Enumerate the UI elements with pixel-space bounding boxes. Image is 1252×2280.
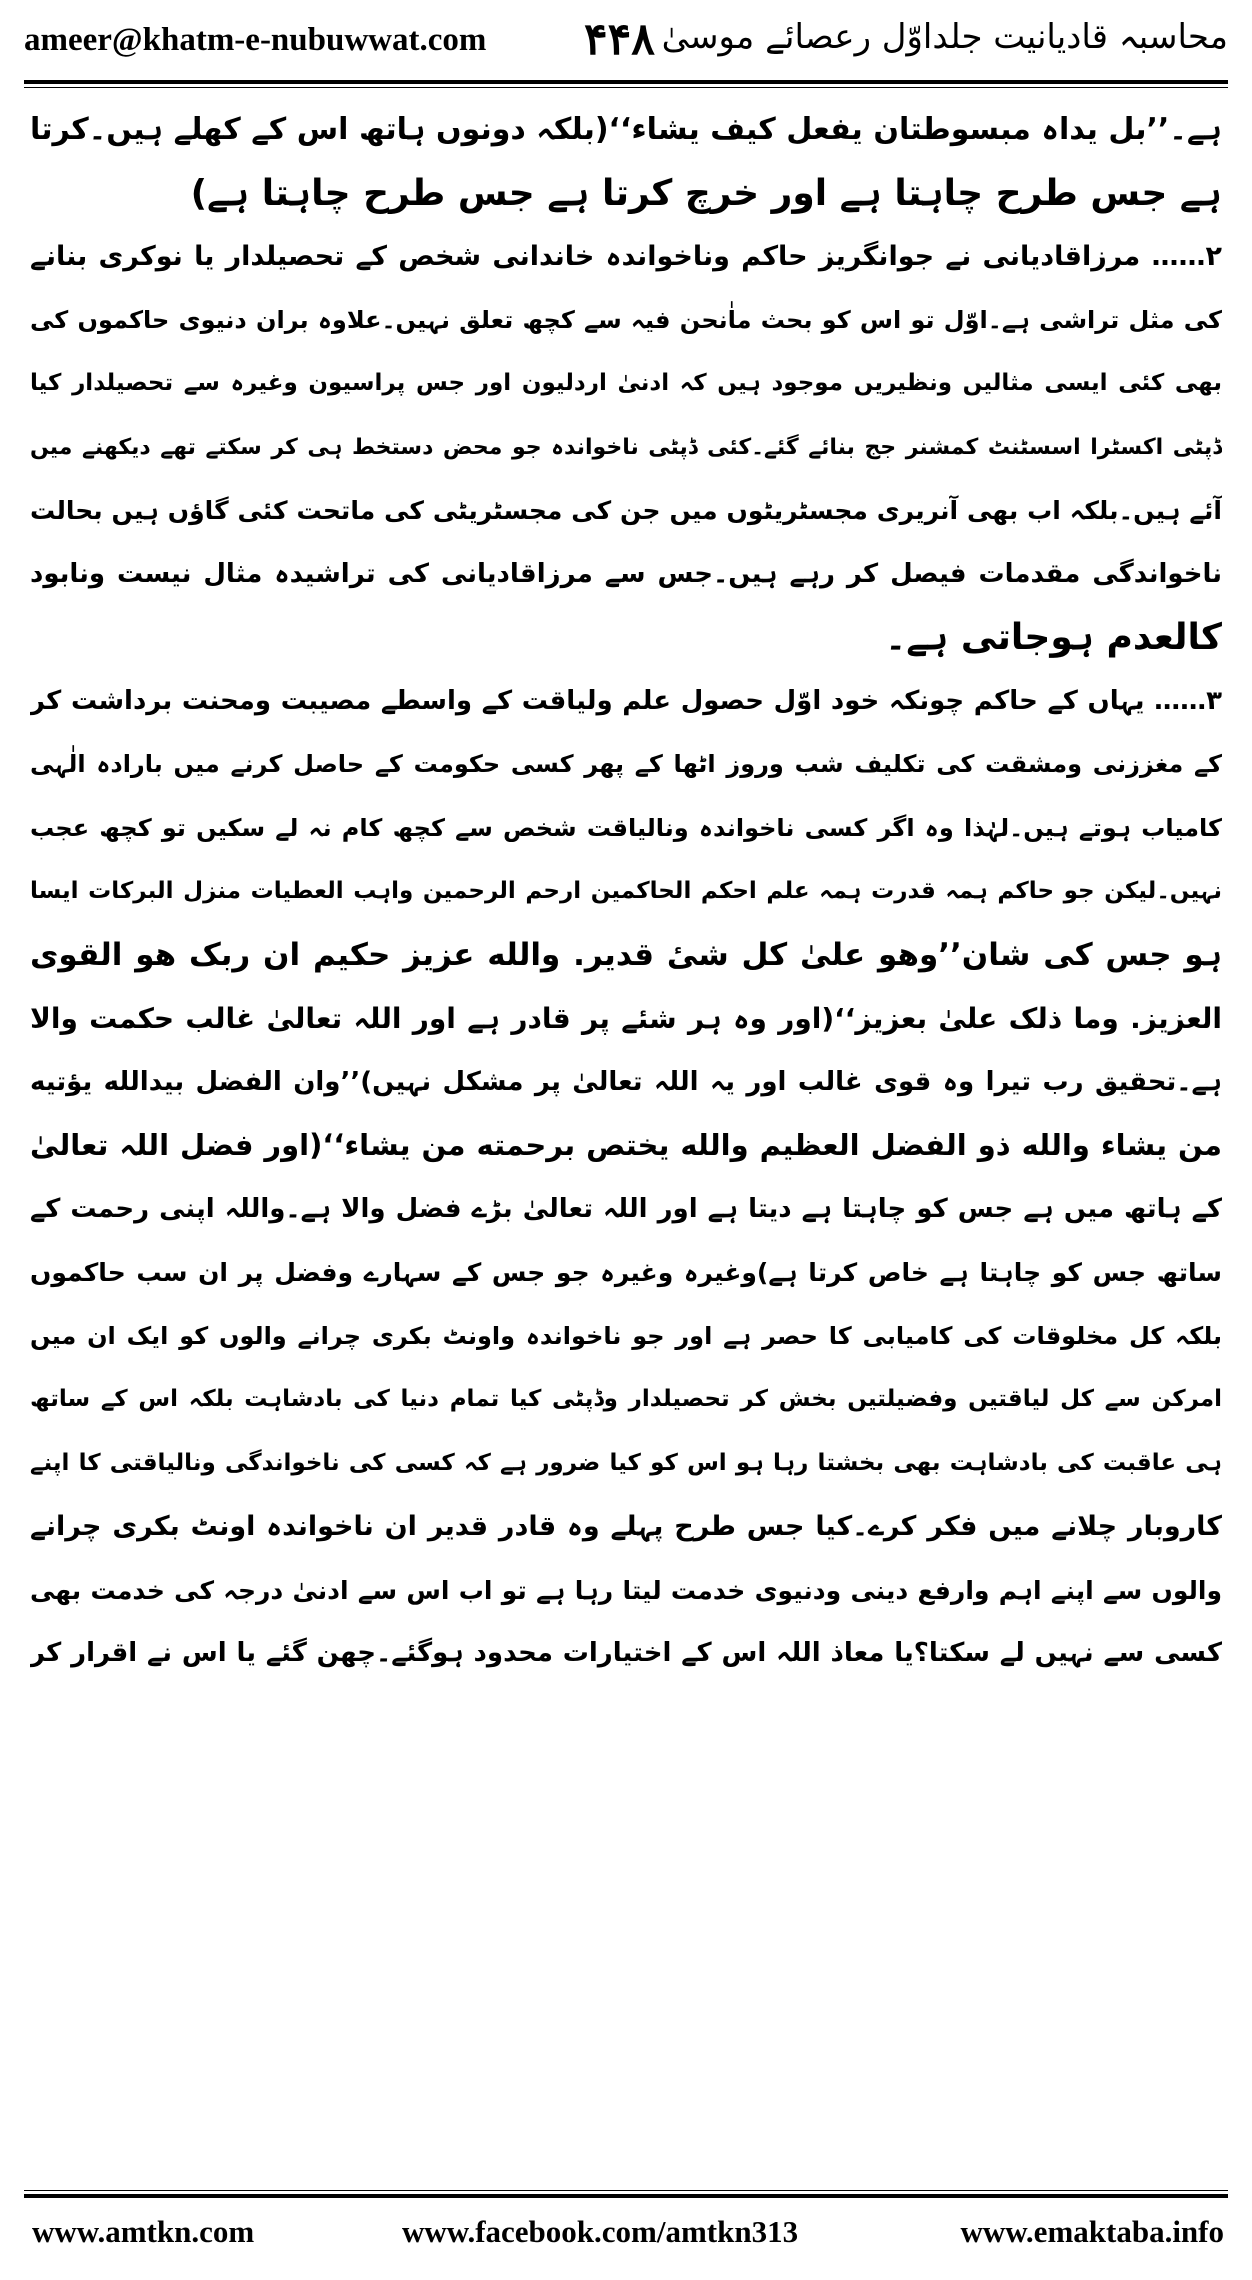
- text-line: کاروبار چلانے میں فکر کرے۔کیا جس طرح پہلے وہ قادر قدیر ان ناخواندہ اونٹ بکری چرانے: [30, 1511, 1222, 1542]
- text-line: ہے۔تحقیق رب تیرا وہ قوی غالب اور یہ اللہ تعالیٰ پر مشکل نہیں)’’وان الفضل بیدالله یؤتیه: [30, 1066, 1222, 1097]
- footer-rule: [24, 2190, 1228, 2198]
- text-line: ہے جس طرح چاہتا ہے اور خرچ کرتا ہے جس طرح چاہتا ہے): [190, 172, 1222, 214]
- header-rule: [24, 80, 1228, 88]
- text-line: ہی عاقبت کی بادشاہت بھی بخشتا رہا ہو اس کو کیا ضرور ہے کہ کسی کی ناخواندگی ونالیاقتی کا اپنے: [30, 1449, 1222, 1476]
- text-line: بھی کئی ایسی مثالیں ونظیریں موجود ہیں کہ ادنیٰ اردلیون اور جس پراسیون وغیرہ سے تحصیلدار کیا: [30, 370, 1222, 396]
- page-header: [24, 8, 1228, 80]
- footer-link-emaktaba[interactable]: www.emaktaba.info: [960, 2214, 1224, 2249]
- text-line: ہے۔’’بل یداہ مبسوطتان یفعل کیف یشاء‘‘(بلکہ دونوں ہاتھ اس کے کھلے ہیں۔کرتا: [30, 112, 1222, 147]
- page-body: [30, 98, 1222, 1686]
- page-footer: [24, 2214, 1228, 2264]
- footer-link-facebook[interactable]: www.facebook.com/amtkn313: [402, 2214, 799, 2249]
- footer-link-amtkn[interactable]: www.amtkn.com: [32, 2214, 255, 2249]
- text-line: کے مغززنی ومشقت کی تکلیف شب وروز اٹھا کے پھر کسی حکومت کے حاصل کرنے میں بارادہ الٰہی: [30, 750, 1222, 778]
- text-line: من یشاء والله ذو الفضل العظیم والله یختص برحمته من یشاء‘‘(اور فضل اللہ تعالیٰ: [30, 1128, 1222, 1162]
- text-line: کے ہاتھ میں ہے جس کو چاہتا ہے دیتا ہے اور اللہ تعالیٰ بڑے فضل والا ہے۔واللہ اپنی رحمت کے: [30, 1193, 1222, 1224]
- text-line: ہو جس کی شان’’وهو علیٰ کل شیٔ قدیر. والله عزیز حکیم ان ربک هو القوی: [30, 936, 1222, 973]
- text-line: ڈپٹی اکسٹرا اسسٹنٹ کمشنر جج بنائے گئے۔کئی ڈپٹی ناخواندہ جو محض دستخط ہی کر سکتے تھے دیکھنے میں: [30, 434, 1222, 460]
- text-line: ناخواندگی مقدمات فیصل کر رہے ہیں۔جس سے مرزاقادیانی کی تراشیدہ مثال نیست ونابود: [30, 558, 1222, 589]
- text-line: ۳…… یہاں کے حاکم چونکہ خود اوّل حصول علم ولیاقت کے واسطے مصیبت ومحنت برداشت کر: [30, 685, 1222, 716]
- book-title: محاسبہ قادیانیت جلداوّل رعصائے موسیٰ: [661, 17, 1228, 57]
- text-line: ۲…… مرزاقادیانی نے جوانگریز حاکم وناخواندہ خاندانی شخص کے تحصیلدار یا نوکری بنانے: [30, 241, 1222, 272]
- text-line: والوں سے اپنے اہم وارفع دینی ودنیوی خدمت لیتا رہا ہے تو اب اس سے ادنیٰ درجہ کی خدمت بھی: [30, 1575, 1222, 1605]
- page-number: ۴۴۸: [584, 15, 655, 64]
- text-line: امرکن سے کل لیاقتیں وفضیلتیں بخش کر تحصیلدار وڈپٹی کیا تمام دنیا کی بادشاہت بلکہ اس کے ساتھ: [30, 1386, 1222, 1412]
- header-email[interactable]: ameer@khatm-e-nubuwwat.com: [24, 22, 487, 58]
- text-line: العزیز. وما ذلک علیٰ بعزیز‘‘(اور وہ ہر شئے پر قادر ہے اور اللہ تعالیٰ غالب حکمت والا: [30, 1002, 1222, 1035]
- text-line: کی مثل تراشی ہے۔اوّل تو اس کو بحث ماٰنحن فیہ سے کچھ تعلق نہیں۔علاوہ بران دنیوی حاکموں کی: [30, 305, 1222, 334]
- text-line: کامیاب ہوتے ہیں۔لہٰذا وہ اگر کسی ناخواندہ ونالیاقت شخص سے کچھ کام نہ لے سکیں تو کچھ عجب: [30, 813, 1222, 842]
- text-line: کسی سے نہیں لے سکتا؟یا معاذ اللہ اس کے اختیارات محدود ہوگئے۔چھن گئے یا اس نے اقرار کر: [30, 1638, 1222, 1668]
- text-line: ساتھ جس کو چاہتا ہے خاص کرتا ہے)وغیرہ وغیرہ جو جس کے سہارے وفضل پر ان سب حاکموں: [30, 1258, 1222, 1287]
- text-line: بلکہ کل مخلوقات کی کامیابی کا حصر ہے اور جو ناخواندہ واونٹ بکری چرانے والوں کو ایک ان میں: [30, 1321, 1222, 1350]
- text-line: آئے ہیں۔بلکہ اب بھی آنریری مجسٹریٹوں میں جن کی مجسٹریٹی کی ماتحت کئی گاؤں ہیں بحالت: [30, 496, 1222, 525]
- text-line: نہیں۔لیکن جو حاکم ہمہ قدرت ہمہ علم احکم الحاکمین ارحم الرحمین واہب العطیات منزل البرکات ایسا: [30, 878, 1222, 904]
- text-line: کالعدم ہوجاتی ہے۔: [885, 617, 1222, 658]
